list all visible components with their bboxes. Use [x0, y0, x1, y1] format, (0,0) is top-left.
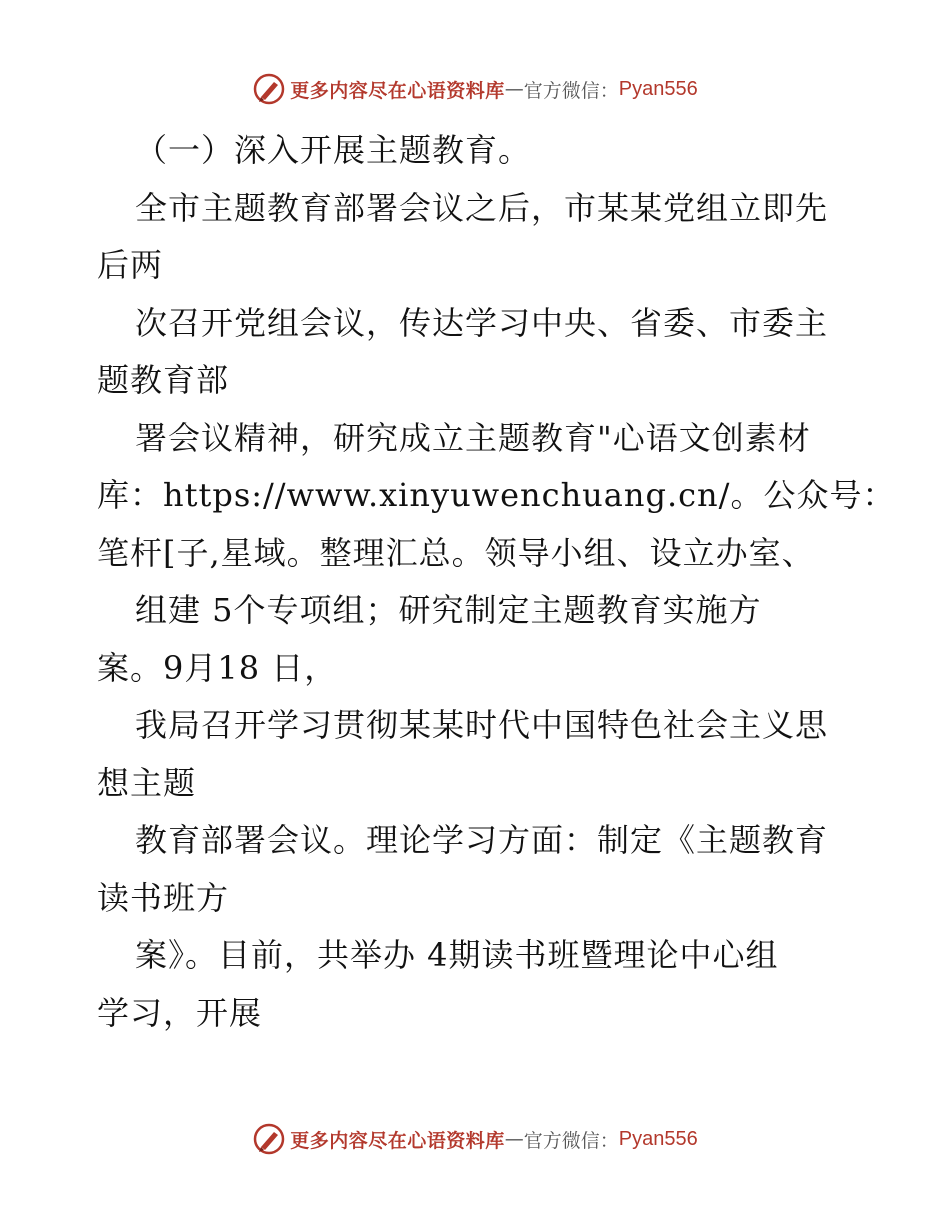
document-body [97, 122, 896, 1042]
text-line: 笔杆[子,星域。整理汇总。领导小组、设立办室、 [97, 533, 815, 572]
footer-banner [0, 1122, 950, 1156]
banner-official-label: 官方微信： [523, 79, 619, 102]
banner-title: 更多内容尽在心语资料库 [290, 1129, 505, 1152]
section-heading: （一）深入开展主题教育。 [135, 131, 532, 169]
text-line: 题教育部 [97, 361, 230, 399]
text-line: 教育部署会议。理论学习方面：制定《主题教育 [135, 821, 829, 859]
text-line: 署会议精神，研究成立主题教育"心语文创素材 [135, 418, 811, 457]
banner-title: 更多内容尽在心语资料库 [290, 79, 505, 102]
text-line: 组建 5个专项组；研究制定主题教育实施方 [135, 591, 762, 629]
text-line: 后两 [97, 246, 164, 284]
text-line: 案。9月18 日， [97, 648, 338, 687]
header-banner [0, 72, 950, 106]
text-line: 全市主题教育部署会议之后，市某某党组立即先 [135, 188, 829, 227]
banner-official-label: 官方微信： [523, 1129, 619, 1152]
pen-logo-icon [252, 1122, 286, 1156]
text-line: 库：https://www.xinyuwenchuang.cn/。公众号： [97, 476, 896, 514]
text-line: 学习，开展 [97, 993, 263, 1032]
text-line: 次召开党组会议，传达学习中央、省委、市委主 [135, 303, 829, 342]
text-line: 想主题 [97, 763, 197, 802]
text-line: 案》。目前，共举办 4期读书班暨理论中心组 [135, 936, 779, 974]
banner-wechat-id: Pyan556 [618, 1127, 698, 1150]
text-line: 读书班方 [97, 878, 230, 917]
banner-dash: — [504, 1128, 524, 1150]
banner-dash: — [504, 78, 524, 100]
text-line: 我局召开学习贯彻某某时代中国特色社会主义思 [135, 706, 829, 744]
banner-wechat-id: Pyan556 [618, 77, 698, 100]
pen-logo-icon [252, 72, 286, 106]
